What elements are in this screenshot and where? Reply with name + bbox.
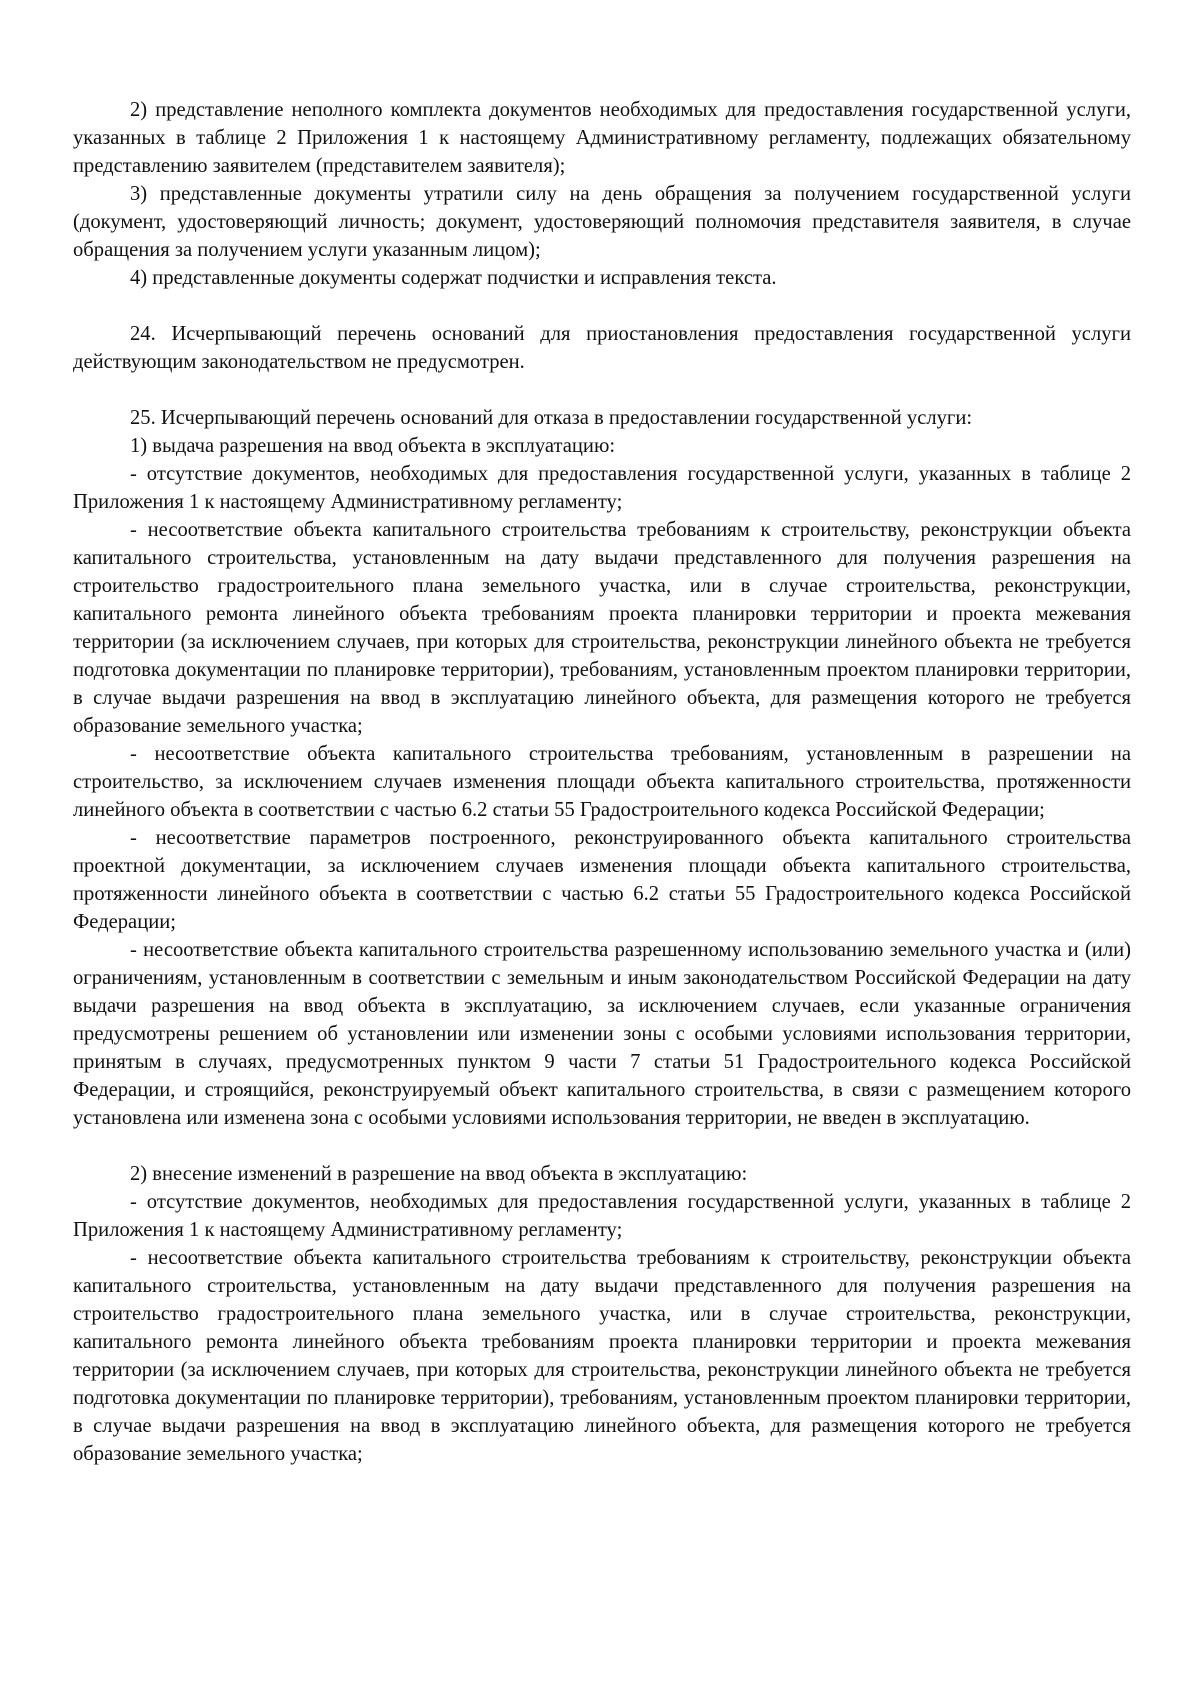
paragraph-construction-requirements-2: - несоответствие объекта капитального строительства требованиям к строительству, реконструкции объекта капитального строительства, установленным на дату выдачи представленного для получения разрешения на строительство градостроительного плана земельного участка, или в случае строительства, реконструкции, капитального ремонта линейного объекта требованиям проекта планировки территории и проекта межевания территории (за исключением случаев, при которых для строительства, реконструкции линейного объекта не требуется подготовка документации по планировке территории), требованиям, установленным проектом планировки территории, в случае выдачи разрешения на ввод в эксплуатацию линейного объекта, для размещения которого не требуется образование земельного участка;	[73, 1247, 1131, 1465]
paragraph-expired-documents: 3) представленные документы утратили силу на день обращения за получением государственной услуги (документ, удостоверяющий личность; документ, удостоверяющий полномочия представителя заявителя, в случае обращения за получением услуги указанным лицом);	[73, 183, 1131, 261]
paragraph-amendment-heading: 2) внесение изменений в разрешение на ввод объекта в эксплуатацию:	[130, 1163, 748, 1185]
paragraph-missing-documents: - отсутствие документов, необходимых для предоставления государственной услуги, указанных в таблице 2 Приложения 1 к настоящему Административному регламенту;	[73, 463, 1131, 513]
paragraph-construction-requirements: - несоответствие объекта капитального строительства требованиям к строительству, реконструкции объекта капитального строительства, установленным на дату выдачи представленного для получения разрешения на строительство градостроительного плана земельного участка, или в случае строительства, реконструкции, капитального ремонта линейного объекта требованиям проекта планировки территории и проекта межевания территории (за исключением случаев, при которых для строительства, реконструкции линейного объекта не требуется подготовка документации по планировке территории), требованиям, установленным проектом планировки территории, в случае выдачи разрешения на ввод в эксплуатацию линейного объекта, для размещения которого не требуется образование земельного участка;	[73, 519, 1131, 737]
paragraph-permit-requirements: - несоответствие объекта капитального строительства требованиям, установленным в разрешении на строительство, за исключением случаев изменения площади объекта капитального строительства, протяженности линейного объекта в соответствии с частью 6.2 статьи 55 Градостроительного кодекса Российской Федерации;	[73, 743, 1131, 821]
paragraph-spacer	[73, 376, 1131, 404]
paragraph-issuance-heading: 1) выдача разрешения на ввод объекта в эксплуатацию:	[130, 435, 616, 457]
paragraph-spacer	[73, 1132, 1131, 1160]
paragraph-land-use: - несоответствие объекта капитального строительства разрешенному использованию земельного участка и (или) ограничениям, установленным в соответствии с земельным и иным законодательством Российской Федерации на дату выдачи разрешения на ввод объекта в эксплуатацию, за исключением случаев, если указанные ограничения предусмотрены решением об установлении или изменении зоны с особыми условиями использования территории, принятым в случаях, предусмотренных пунктом 9 части 7 статьи 51 Градостроительного кодекса Российской Федерации, и строящийся, реконструируемый объект капитального строительства, в связи с размещением которого установлена или изменена зона с особыми условиями использования территории, не введен в эксплуатацию.	[73, 939, 1131, 1129]
paragraph-spacer	[73, 292, 1131, 320]
paragraph-25-refusal-grounds: 25. Исчерпывающий перечень оснований для отказа в предоставлении государственной услуги:	[130, 407, 973, 429]
paragraph-project-documentation: - несоответствие параметров построенного, реконструированного объекта капитального строительства проектной документации, за исключением случаев изменения площади объекта капитального строительства, протяженности линейного объекта в соответствии с частью 6.2 статьи 55 Градостроительного кодекса Российской Федерации;	[73, 827, 1131, 933]
paragraph-missing-documents-2: - отсутствие документов, необходимых для предоставления государственной услуги, указанных в таблице 2 Приложения 1 к настоящему Административному регламенту;	[73, 1191, 1131, 1241]
document-page	[73, 96, 1131, 1468]
paragraph-corrections: 4) представленные документы содержат подчистки и исправления текста.	[130, 267, 777, 289]
paragraph-24-suspension: 24. Исчерпывающий перечень оснований для приостановления предоставления государственной услуги действующим законодательством не предусмотрен.	[73, 323, 1131, 373]
paragraph-incomplete-documents: 2) представление неполного комплекта документов необходимых для предоставления государственной услуги, указанных в таблице 2 Приложения 1 к настоящему Административному регламенту, подлежащих обязательному представлению заявителем (представителем заявителя);	[73, 99, 1131, 177]
